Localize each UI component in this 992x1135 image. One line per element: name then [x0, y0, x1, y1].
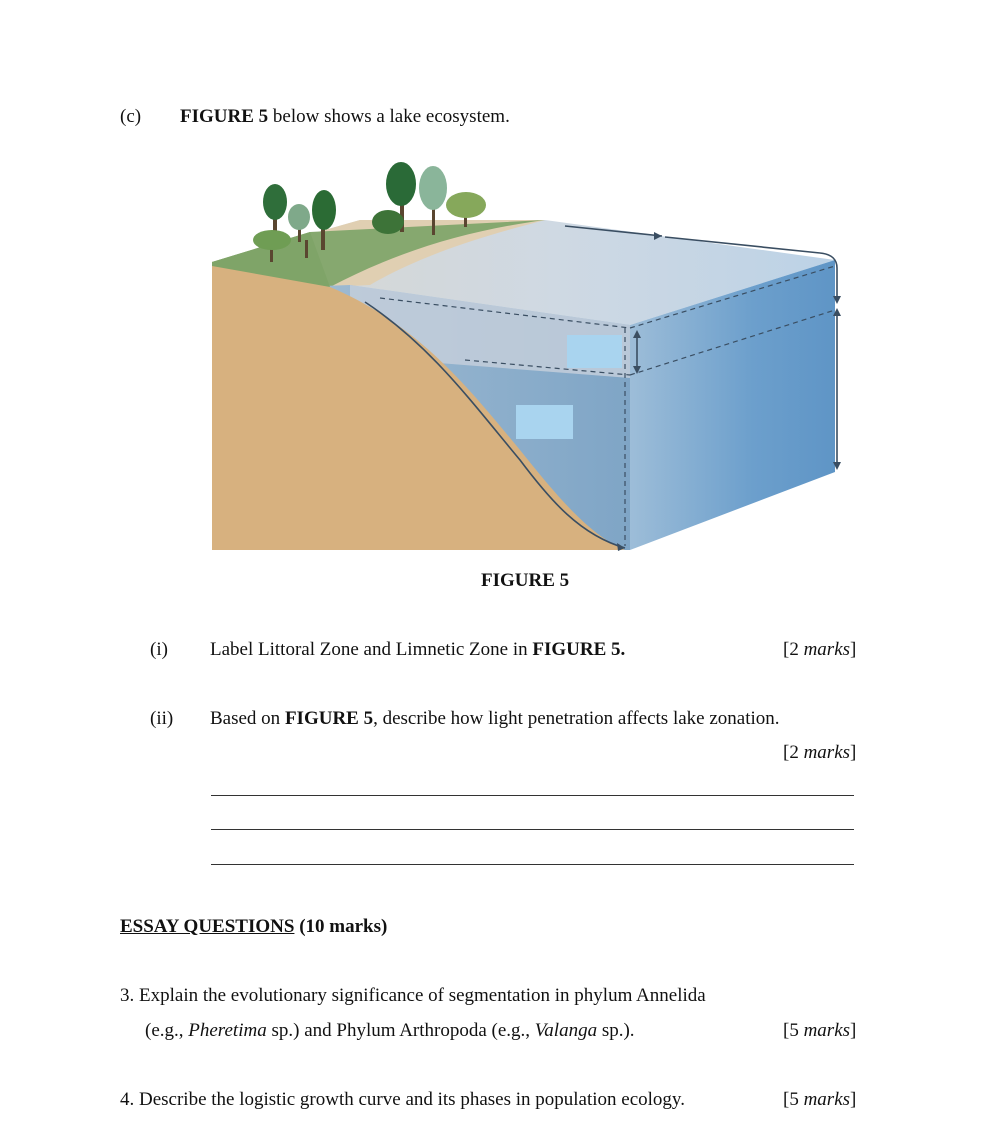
q-i-label: (i): [150, 639, 168, 660]
q3-line-1: 3. Explain the evolutionary significance of segmentation in phylum Annelida: [120, 985, 706, 1006]
q-i-text: Label Littoral Zone and Limnetic Zone in FIGURE 5.: [210, 639, 626, 660]
answer-line-1[interactable]: [211, 795, 854, 796]
figure-ref: FIGURE 5: [180, 106, 269, 127]
q3-marks: [5 marks]: [783, 1020, 857, 1041]
q-ii-label: (ii): [150, 708, 174, 729]
q-ii-marks: [2 marks]: [783, 742, 857, 763]
part-c-description: below shows a lake ecosystem.: [268, 106, 510, 127]
essay-heading-title: ESSAY QUESTIONS: [120, 916, 295, 937]
q-i-marks: [2 marks]: [783, 639, 857, 660]
q3-line-2: (e.g., Pheretima sp.) and Phylum Arthropoda (e.g., Valanga sp.).: [145, 1020, 635, 1041]
answer-line-2[interactable]: [211, 829, 854, 830]
q-ii-figure-ref: FIGURE 5: [284, 708, 374, 729]
lake-ecosystem-diagram: [200, 150, 850, 560]
figure-caption: FIGURE 5: [481, 570, 570, 591]
q-i-figure-ref: FIGURE 5.: [532, 639, 626, 660]
answer-line-3[interactable]: [211, 864, 854, 865]
q3-italic-genus-1: Pheretima: [188, 1020, 267, 1041]
label-box-littoral[interactable]: [567, 335, 622, 368]
essay-heading: [120, 916, 387, 938]
part-c-text: [180, 106, 510, 128]
label-box-limnetic[interactable]: [516, 405, 573, 439]
q4-text: 4. Describe the logistic growth curve and its phases in population ecology.: [120, 1089, 685, 1110]
essay-heading-marks: (10 marks): [294, 916, 388, 937]
part-c-label: (c): [120, 106, 142, 127]
q-ii-text: Based on FIGURE 5, describe how light penetration affects lake zonation.: [210, 708, 780, 729]
q4-marks: [5 marks]: [783, 1089, 857, 1110]
q3-italic-genus-2: Valanga: [534, 1020, 598, 1041]
